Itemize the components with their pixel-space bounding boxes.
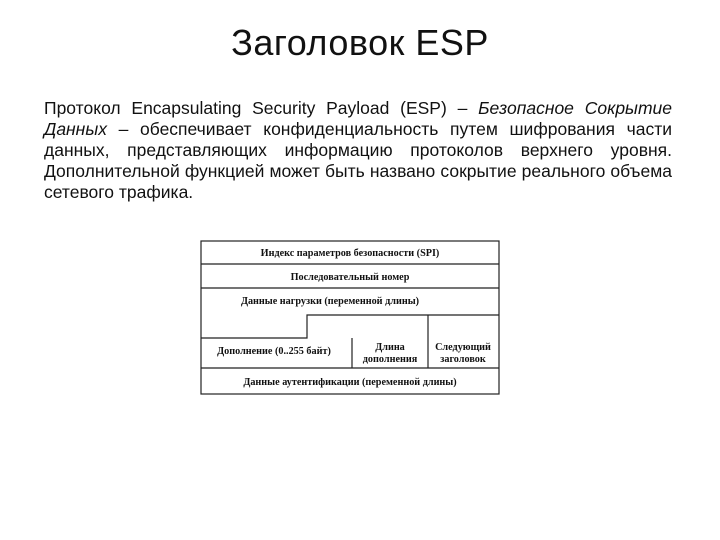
field-spi: Индекс параметров безопасности (SPI) <box>260 248 440 259</box>
esp-diagram-svg <box>200 240 500 395</box>
field-payload-data: Данные нагрузки (переменной длины) <box>240 296 420 307</box>
paragraph-emphasis: Безопасное Сокрытие Данных <box>44 98 672 139</box>
paragraph-part2: – обеспечивает конфиденциальность путем шифрования части данных, представляющих информацию протоколов верхнего уровня. Дополнительной функцией может быть названо сокрытие реального объема сетевого трафика. <box>44 119 672 202</box>
field-sequence-number: Последовательный номер <box>290 272 410 283</box>
body-paragraph <box>44 98 672 203</box>
field-pad-length-line1: Длина <box>375 342 405 353</box>
field-next-header-line1: Следующий <box>435 342 491 353</box>
paragraph-part1: Протокол Encapsulating Security Payload (ESP) – <box>44 98 479 118</box>
esp-header-diagram <box>200 240 500 395</box>
payload-step-divider <box>201 315 499 338</box>
field-pad-length-line2: дополнения <box>362 354 418 365</box>
field-auth-data: Данные аутентификации (переменной длины) <box>243 377 457 388</box>
field-next-header-line2: заголовок <box>440 354 486 365</box>
field-padding: Дополнение (0..255 байт) <box>217 346 331 357</box>
slide-title: Заголовок ESP <box>231 22 489 63</box>
